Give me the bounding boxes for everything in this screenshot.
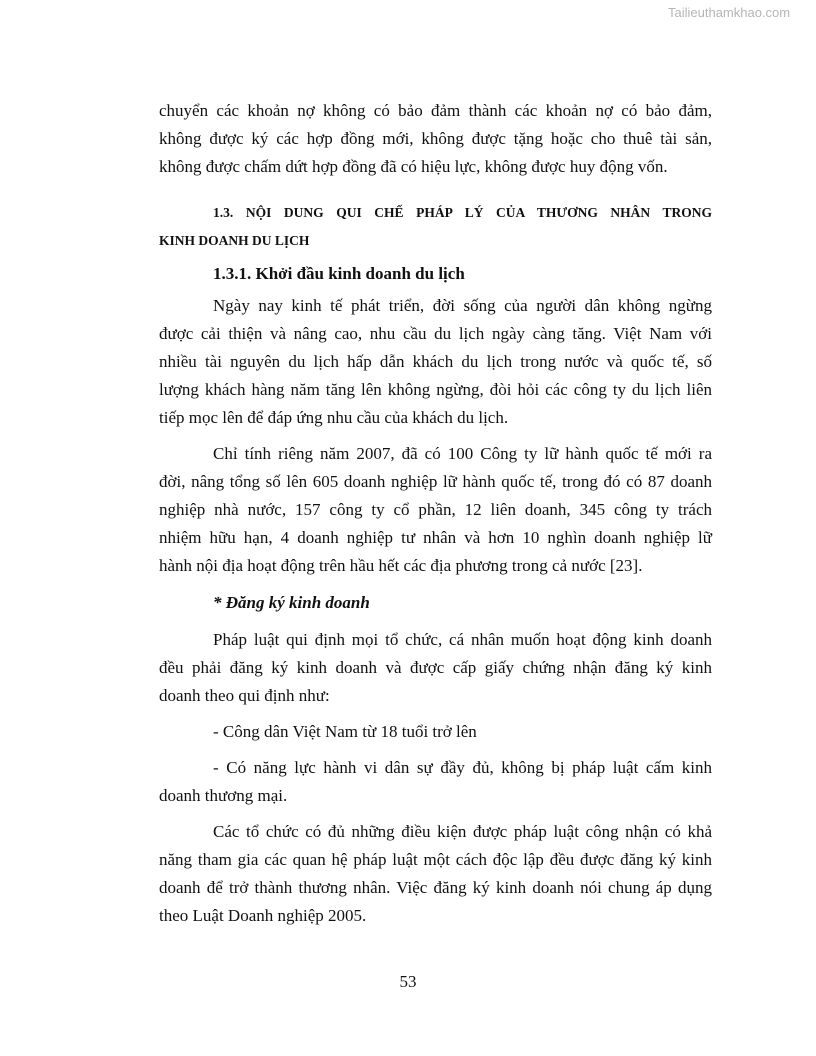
text-line: tiếp mọc lên để đáp ứng nhu cầu của khách du lịch. — [159, 408, 509, 427]
text-line: hành nội địa hoạt động trên hầu hết các địa phương trong cả nước [23]. — [159, 556, 643, 575]
watermark: Tailieuthamkhao.com — [668, 5, 791, 20]
heading-line: 1.3. NỘI DUNG QUI CHẾ PHÁP LÝ CỦA THƯƠNG NHÂN TRONG — [213, 205, 712, 220]
text-line: Ngày nay kinh tế phát triển, đời sống của người dân không ngừng — [213, 296, 712, 315]
text-line: - Công dân Việt Nam từ 18 tuổi trở lên — [213, 722, 477, 741]
text-line: không được ký các hợp đồng mới, không được tặng hoặc cho thuê tài sản, — [159, 129, 712, 148]
heading-line: 1.3.1. Khởi đầu kinh doanh du lịch — [213, 264, 465, 283]
text-line: doanh thương mại. — [159, 786, 288, 805]
text-line: - Có năng lực hành vi dân sự đầy đủ, không bị pháp luật cấm kinh — [213, 758, 712, 777]
text-line: theo Luật Doanh nghiệp 2005. — [159, 906, 367, 925]
text-line: chuyển các khoản nợ không có bảo đảm thành các khoản nợ có bảo đảm, — [159, 101, 712, 120]
text-line: năng tham gia các quan hệ pháp luật một cách độc lập đều được đăng ký kinh — [159, 850, 712, 869]
text-line: doanh để trở thành thương nhân. Việc đăng ký kinh doanh nói chung áp dụng — [159, 878, 712, 897]
text-line: nghiệp nhà nước, 157 công ty cổ phần, 12 liên doanh, 345 công ty trách — [159, 500, 712, 519]
text-line: lượng khách hàng năm tăng lên không ngừng, đòi hỏi các công ty du lịch liên — [159, 380, 712, 399]
text-line: nhiệm hữu hạn, 4 doanh nghiệp tư nhân và hơn 10 nghìn doanh nghiệp lữ — [159, 528, 712, 547]
text-line: đều phải đăng ký kinh doanh và được cấp giấy chứng nhận đăng ký kinh — [159, 658, 712, 677]
text-line: nhiều tài nguyên du lịch hấp dẫn khách du lịch trong nước và quốc tế, số — [159, 352, 712, 371]
text-line: không được chấm dứt hợp đồng đã có hiệu lực, không được huy động vốn. — [159, 157, 668, 176]
heading-line: KINH DOANH DU LỊCH — [159, 233, 310, 248]
text-line: Các tổ chức có đủ những điều kiện được pháp luật công nhận có khả — [213, 822, 712, 841]
text-line: Pháp luật qui định mọi tổ chức, cá nhân muốn hoạt động kinh doanh — [213, 630, 712, 649]
text-line: doanh theo qui định như: — [159, 686, 330, 705]
heading-line: * Đăng ký kinh doanh — [213, 593, 370, 612]
text-line: Chỉ tính riêng năm 2007, đã có 100 Công ty lữ hành quốc tế mới ra — [213, 444, 712, 463]
page-number: 53 — [399, 972, 417, 991]
text-line: đời, nâng tổng số lên 605 doanh nghiệp lữ hành quốc tế, trong đó có 87 doanh — [159, 472, 712, 491]
text-line: được cải thiện và nâng cao, nhu cầu du lịch ngày càng tăng. Việt Nam với — [159, 324, 712, 343]
